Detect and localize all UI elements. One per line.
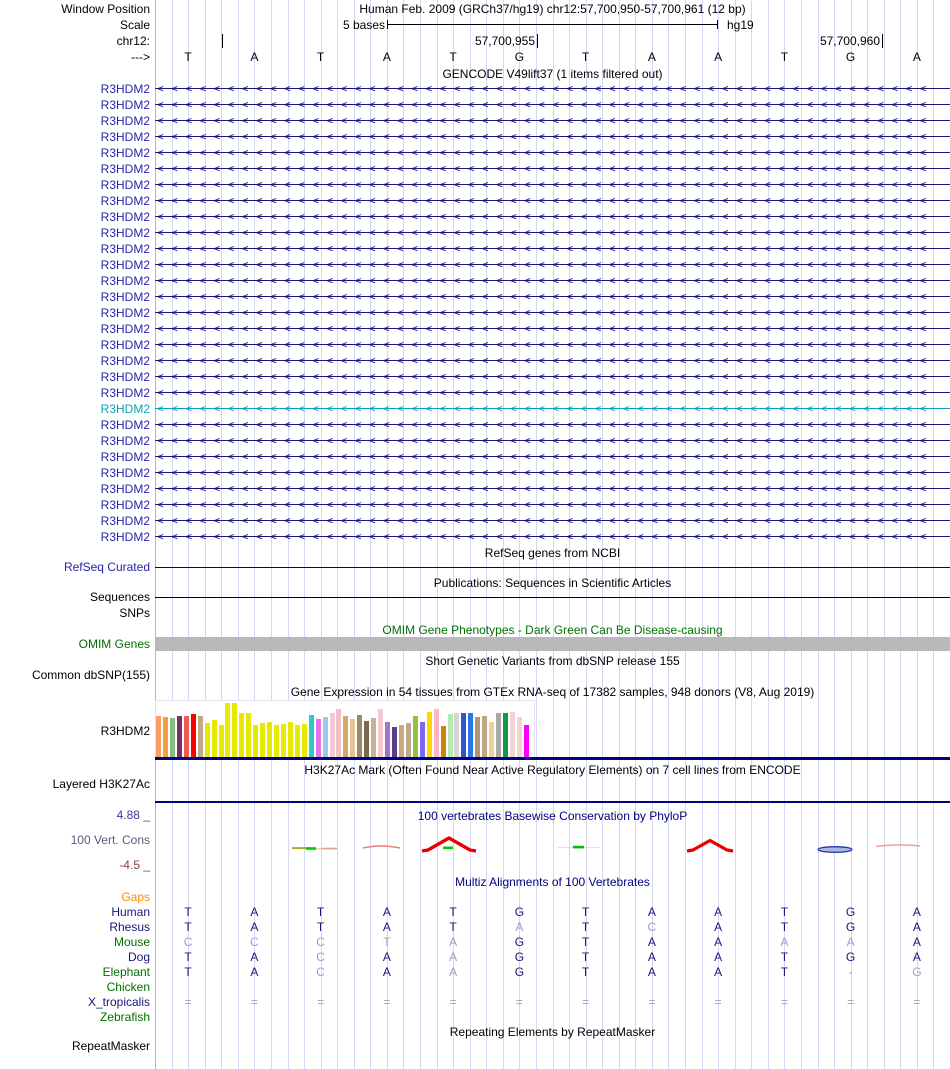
gtex-tissue-bar[interactable] — [170, 718, 175, 757]
alignment-base: G — [514, 950, 525, 964]
gene-direction-arrows: <<<<<<<<<<<<<<<<<<<<<<<<<<<<<<<<<<<<<<<<<<<<<<<<<<<<<<< — [157, 98, 934, 111]
gene-row[interactable] — [155, 209, 950, 225]
gtex-tissue-bar[interactable] — [267, 722, 272, 757]
alignment-base: T — [780, 920, 789, 934]
gene-direction-arrows: <<<<<<<<<<<<<<<<<<<<<<<<<<<<<<<<<<<<<<<<<<<<<<<<<<<<<<< — [157, 82, 934, 95]
gtex-tissue-bar[interactable] — [392, 727, 397, 757]
scale-bar — [387, 24, 717, 25]
species-label[interactable]: Mouse — [113, 935, 150, 949]
alignment-base: G — [845, 920, 856, 934]
gene-row[interactable] — [155, 433, 950, 449]
gtex-tissue-bar[interactable] — [468, 713, 473, 757]
gene-row-label[interactable]: R3HDM2 — [100, 146, 150, 160]
alignment-base: A — [449, 950, 458, 964]
vert-cons-label: 100 Vert. Cons — [70, 833, 150, 847]
sequence-base: T — [316, 50, 325, 64]
alignment-base: T — [780, 965, 789, 979]
alignment-base: T — [184, 950, 192, 964]
alignment-base: A — [647, 905, 656, 919]
gene-row[interactable] — [155, 113, 950, 129]
gene-row[interactable] — [155, 273, 950, 289]
alignment-base: A — [714, 950, 723, 964]
alignment-base: G — [514, 965, 525, 979]
gene-row[interactable] — [155, 337, 950, 353]
species-label[interactable]: Chicken — [106, 980, 150, 994]
gene-row[interactable] — [155, 81, 950, 97]
gene-row-label[interactable]: R3HDM2 — [100, 482, 150, 496]
alignment-base: T — [581, 950, 590, 964]
gene-row-label[interactable]: R3HDM2 — [100, 274, 150, 288]
ruler-tick — [537, 34, 538, 48]
alignment-base: C — [183, 935, 193, 949]
layered-h3k27ac-label: Layered H3K27Ac — [52, 777, 150, 791]
gtex-tissue-bar[interactable] — [350, 719, 355, 757]
gene-row[interactable] — [155, 385, 950, 401]
gtex-tissue-bar[interactable] — [364, 721, 369, 757]
gene-direction-arrows: <<<<<<<<<<<<<<<<<<<<<<<<<<<<<<<<<<<<<<<<<<<<<<<<<<<<<<< — [157, 114, 934, 127]
gene-row-label[interactable]: R3HDM2 — [100, 434, 150, 448]
gene-row-label[interactable]: R3HDM2 — [100, 258, 150, 272]
species-label[interactable]: Rhesus — [109, 920, 150, 934]
gtex-tissue-bar[interactable] — [219, 725, 224, 757]
ruler-tick-number: 57,700,960 — [819, 34, 880, 48]
chrom-label: chr12: — [116, 34, 150, 48]
alignment-base: C — [316, 965, 325, 979]
alignment-base: A — [647, 935, 656, 949]
ruler-tick-number: 57,700,955 — [474, 34, 535, 48]
alignment-base: T — [581, 935, 590, 949]
gene-row[interactable] — [155, 401, 950, 417]
gtex-tissue-bar[interactable] — [302, 724, 307, 757]
gene-direction-arrows: <<<<<<<<<<<<<<<<<<<<<<<<<<<<<<<<<<<<<<<<<<<<<<<<<<<<<<< — [157, 450, 934, 463]
gtex-tissue-bar[interactable] — [399, 725, 404, 757]
alignment-base: T — [184, 920, 192, 934]
alignment-base: = — [449, 995, 457, 1009]
gene-row[interactable] — [155, 305, 950, 321]
sequence-base: A — [250, 50, 259, 64]
gtex-tissue-bar[interactable] — [336, 709, 341, 757]
common-dbsnp-label: Common dbSNP(155) — [31, 668, 150, 682]
gene-direction-arrows: <<<<<<<<<<<<<<<<<<<<<<<<<<<<<<<<<<<<<<<<<<<<<<<<<<<<<<< — [157, 242, 934, 255]
gene-row[interactable] — [155, 497, 950, 513]
gene-row-label[interactable]: R3HDM2 — [100, 370, 150, 384]
gene-row-label[interactable]: R3HDM2 — [100, 114, 150, 128]
alignment-base: T — [780, 905, 789, 919]
alignment-base: = — [714, 995, 722, 1009]
gtex-tissue-bar[interactable] — [198, 716, 203, 757]
alignment-base: T — [184, 905, 192, 919]
strand-label: ---> — [131, 50, 150, 64]
repeatmasker-track-title: Repeating Elements by RepeatMasker — [449, 1025, 656, 1039]
sequence-base: A — [714, 50, 723, 64]
alignment-base: T — [581, 965, 590, 979]
gtex-tissue-bar[interactable] — [427, 712, 432, 757]
gene-row[interactable] — [155, 193, 950, 209]
ruler-tick — [222, 34, 223, 48]
species-label[interactable]: Dog — [127, 950, 150, 964]
gtex-tissue-bar[interactable] — [503, 713, 508, 757]
sequence-base: A — [647, 50, 656, 64]
gene-row-label[interactable]: R3HDM2 — [100, 130, 150, 144]
alignment-base: A — [250, 965, 259, 979]
gene-row-label[interactable]: R3HDM2 — [100, 194, 150, 208]
sequences-label: Sequences — [89, 590, 150, 604]
alignment-base: G — [912, 965, 922, 979]
gtex-tissue-bar[interactable] — [371, 718, 376, 757]
alignment-base: A — [647, 965, 656, 979]
repeatmasker-label: RepeatMasker — [71, 1039, 150, 1053]
snps-label: SNPs — [119, 606, 150, 620]
alignment-base: C — [316, 935, 325, 949]
alignment-base: C — [316, 950, 325, 964]
alignment-base: A — [515, 920, 524, 934]
window-position-label: Window Position — [61, 2, 150, 16]
gene-direction-arrows: <<<<<<<<<<<<<<<<<<<<<<<<<<<<<<<<<<<<<<<<<<<<<<<<<<<<<<< — [157, 146, 934, 159]
gene-direction-arrows: <<<<<<<<<<<<<<<<<<<<<<<<<<<<<<<<<<<<<<<<<<<<<<<<<<<<<<< — [157, 418, 934, 431]
gtex-tissue-bar[interactable] — [163, 717, 168, 757]
publications-track-title: Publications: Sequences in Scientific Articles — [433, 576, 672, 590]
gene-direction-arrows: <<<<<<<<<<<<<<<<<<<<<<<<<<<<<<<<<<<<<<<<<<<<<<<<<<<<<<< — [157, 306, 934, 319]
alignment-base: = — [847, 995, 855, 1009]
gene-direction-arrows: <<<<<<<<<<<<<<<<<<<<<<<<<<<<<<<<<<<<<<<<<<<<<<<<<<<<<<< — [157, 226, 934, 239]
alignment-base: A — [382, 920, 391, 934]
gtex-tissue-bar[interactable] — [330, 713, 335, 757]
gene-row-label[interactable]: R3HDM2 — [100, 306, 150, 320]
alignment-base: G — [514, 905, 525, 919]
gene-direction-arrows: <<<<<<<<<<<<<<<<<<<<<<<<<<<<<<<<<<<<<<<<<<<<<<<<<<<<<<< — [157, 162, 934, 175]
gene-direction-arrows: <<<<<<<<<<<<<<<<<<<<<<<<<<<<<<<<<<<<<<<<<<<<<<<<<<<<<<< — [157, 178, 934, 191]
h3k27ac-track-title: H3K27Ac Mark (Often Found Near Active Regulatory Elements) on 7 cell lines from ENCODE — [304, 763, 801, 777]
alignment-base: A — [912, 935, 921, 949]
alignment-base: A — [382, 965, 391, 979]
phylop-track-title: 100 vertebrates Basewise Conservation by PhyloP — [417, 809, 688, 823]
gene-row-label[interactable]: R3HDM2 — [100, 530, 150, 544]
gencode-track-title: GENCODE V49lift37 (1 items filtered out) — [442, 67, 663, 81]
gene-row-label[interactable]: R3HDM2 — [100, 162, 150, 176]
species-label[interactable]: Elephant — [102, 965, 150, 979]
position-title: Human Feb. 2009 (GRCh37/hg19) chr12:57,700,950-57,700,961 (12 bp) — [359, 2, 746, 16]
gene-row[interactable] — [155, 177, 950, 193]
gene-row-label[interactable]: R3HDM2 — [100, 418, 150, 432]
gene-direction-arrows: <<<<<<<<<<<<<<<<<<<<<<<<<<<<<<<<<<<<<<<<<<<<<<<<<<<<<<< — [157, 130, 934, 143]
species-label[interactable]: Gaps — [121, 890, 150, 904]
gtex-tissue-bar[interactable] — [357, 715, 362, 757]
alignment-base: T — [780, 950, 789, 964]
gtex-tissue-bar[interactable] — [212, 720, 217, 757]
alignment-base: = — [250, 995, 258, 1009]
alignment-base: T — [581, 905, 590, 919]
sequence-base: A — [382, 50, 391, 64]
alignment-base: T — [316, 905, 325, 919]
alignment-base: = — [913, 995, 921, 1009]
alignment-base: A — [449, 965, 458, 979]
gtex-tissue-bar[interactable] — [232, 703, 237, 757]
gene-row[interactable] — [155, 481, 950, 497]
alignment-base: G — [514, 935, 525, 949]
sequence-base: T — [449, 50, 457, 64]
alignment-base: = — [383, 995, 391, 1009]
alignment-base: T — [449, 920, 457, 934]
gene-direction-arrows: <<<<<<<<<<<<<<<<<<<<<<<<<<<<<<<<<<<<<<<<<<<<<<<<<<<<<<< — [157, 370, 934, 383]
gene-row-label[interactable]: R3HDM2 — [100, 290, 150, 304]
gene-row-label[interactable]: R3HDM2 — [100, 178, 150, 192]
alignment-base: A — [714, 935, 723, 949]
gene-row-label[interactable]: R3HDM2 — [100, 210, 150, 224]
alignment-base: A — [846, 935, 855, 949]
gtex-tissue-bar[interactable] — [156, 716, 161, 757]
gene-row[interactable] — [155, 289, 950, 305]
species-label[interactable]: Zebrafish — [99, 1010, 150, 1024]
species-label[interactable]: Human — [111, 905, 150, 919]
gtex-tissue-bar[interactable] — [482, 716, 487, 757]
alignment-base: A — [912, 920, 921, 934]
gene-row[interactable] — [155, 257, 950, 273]
alignment-base: = — [184, 995, 192, 1009]
alignment-base: T — [449, 905, 457, 919]
gene-direction-arrows: <<<<<<<<<<<<<<<<<<<<<<<<<<<<<<<<<<<<<<<<<<<<<<<<<<<<<<< — [157, 434, 934, 447]
gene-row-label[interactable]: R3HDM2 — [100, 242, 150, 256]
omim-track-title: OMIM Gene Phenotypes - Dark Green Can Be Disease-causing — [382, 623, 723, 637]
gene-row[interactable] — [155, 529, 950, 545]
gtex-tissue-bar[interactable] — [510, 712, 515, 757]
gene-direction-arrows: <<<<<<<<<<<<<<<<<<<<<<<<<<<<<<<<<<<<<<<<<<<<<<<<<<<<<<< — [157, 354, 934, 367]
gene-row-label[interactable]: R3HDM2 — [100, 514, 150, 528]
sequence-base: T — [184, 50, 192, 64]
gene-direction-arrows: <<<<<<<<<<<<<<<<<<<<<<<<<<<<<<<<<<<<<<<<<<<<<<<<<<<<<<< — [157, 386, 934, 399]
phylop-min-label: -4.5 _ — [119, 858, 150, 872]
sequence-base: T — [581, 50, 590, 64]
scale-bases-text: 5 bases — [342, 18, 385, 32]
gtex-tissue-bar[interactable] — [489, 722, 494, 757]
gtex-tissue-bar[interactable] — [434, 709, 439, 757]
alignment-base: A — [449, 935, 458, 949]
alignment-base: = — [582, 995, 590, 1009]
gtex-tissue-bar[interactable] — [323, 717, 328, 757]
species-label[interactable]: X_tropicalis — [87, 995, 150, 1009]
gene-direction-arrows: <<<<<<<<<<<<<<<<<<<<<<<<<<<<<<<<<<<<<<<<<<<<<<<<<<<<<<< — [157, 402, 934, 415]
gtex-tissue-bar[interactable] — [517, 717, 522, 757]
dbsnp-track-title: Short Genetic Variants from dbSNP release 155 — [425, 654, 680, 668]
gene-row[interactable] — [155, 417, 950, 433]
sequence-base: T — [780, 50, 789, 64]
alignment-base: A — [912, 905, 921, 919]
gtex-gene-label: R3HDM2 — [100, 724, 150, 738]
gene-direction-arrows: <<<<<<<<<<<<<<<<<<<<<<<<<<<<<<<<<<<<<<<<<<<<<<<<<<<<<<< — [157, 194, 934, 207]
assembly-label: hg19 — [727, 18, 754, 32]
alignment-base: T — [316, 920, 325, 934]
gtex-tissue-bar[interactable] — [288, 722, 293, 757]
sequence-base: G — [845, 50, 856, 64]
gene-direction-arrows: <<<<<<<<<<<<<<<<<<<<<<<<<<<<<<<<<<<<<<<<<<<<<<<<<<<<<<< — [157, 530, 934, 543]
gene-direction-arrows: <<<<<<<<<<<<<<<<<<<<<<<<<<<<<<<<<<<<<<<<<<<<<<<<<<<<<<< — [157, 258, 934, 271]
alignment-base: = — [317, 995, 325, 1009]
gene-row[interactable] — [155, 513, 950, 529]
gene-row[interactable] — [155, 145, 950, 161]
refseq-gene-line[interactable] — [155, 567, 950, 568]
gtex-tissue-bar[interactable] — [406, 723, 411, 757]
omim-gene-bar[interactable] — [155, 637, 950, 651]
gene-row[interactable] — [155, 369, 950, 385]
alignment-base: T — [581, 920, 590, 934]
alignment-base: - — [848, 965, 853, 979]
gene-direction-arrows: <<<<<<<<<<<<<<<<<<<<<<<<<<<<<<<<<<<<<<<<<<<<<<<<<<<<<<< — [157, 290, 934, 303]
gtex-tissue-bar[interactable] — [274, 725, 279, 757]
alignment-base: A — [714, 920, 723, 934]
alignment-base: T — [383, 935, 391, 949]
gene-row-label[interactable]: R3HDM2 — [100, 82, 150, 96]
alignment-base: A — [250, 905, 259, 919]
gtex-tissue-bar[interactable] — [524, 725, 529, 757]
alignment-base: = — [648, 995, 656, 1009]
alignment-base: T — [184, 965, 192, 979]
gene-row[interactable] — [155, 321, 950, 337]
scale-bar-right-tick — [717, 20, 718, 29]
gene-row[interactable] — [155, 129, 950, 145]
gene-row[interactable] — [155, 465, 950, 481]
gene-row-label[interactable]: R3HDM2 — [100, 402, 150, 416]
h3k27ac-baseline — [155, 801, 950, 803]
gtex-tissue-bar[interactable] — [239, 713, 244, 757]
gene-direction-arrows: <<<<<<<<<<<<<<<<<<<<<<<<<<<<<<<<<<<<<<<<<<<<<<<<<<<<<<< — [157, 498, 934, 511]
sequence-base: G — [514, 50, 525, 64]
alignment-base: = — [515, 995, 523, 1009]
gtex-tissue-bar[interactable] — [496, 713, 501, 757]
alignment-base: = — [780, 995, 788, 1009]
phylop-wiggle-marks[interactable] — [155, 833, 950, 858]
gene-row-label[interactable]: R3HDM2 — [100, 98, 150, 112]
gene-direction-arrows: <<<<<<<<<<<<<<<<<<<<<<<<<<<<<<<<<<<<<<<<<<<<<<<<<<<<<<< — [157, 466, 934, 479]
alignment-base: A — [647, 950, 656, 964]
gene-direction-arrows: <<<<<<<<<<<<<<<<<<<<<<<<<<<<<<<<<<<<<<<<<<<<<<<<<<<<<<< — [157, 338, 934, 351]
gtex-tissue-bar[interactable] — [475, 717, 480, 757]
alignment-base: A — [714, 965, 723, 979]
gene-row[interactable] — [155, 161, 950, 177]
gene-row-label[interactable]: R3HDM2 — [100, 226, 150, 240]
gtex-tissue-bar[interactable] — [309, 715, 314, 757]
gene-row-label[interactable]: R3HDM2 — [100, 498, 150, 512]
gtex-tissue-bar[interactable] — [420, 722, 425, 757]
gtex-tissue-bar[interactable] — [281, 724, 286, 757]
gtex-tissue-bar[interactable] — [191, 714, 196, 757]
gtex-tissue-bar[interactable] — [260, 723, 265, 757]
scale-label: Scale — [119, 18, 150, 32]
alignment-base: G — [845, 950, 856, 964]
gene-row-label[interactable]: R3HDM2 — [100, 386, 150, 400]
gtex-tissue-bar[interactable] — [378, 709, 383, 757]
gene-row-label[interactable]: R3HDM2 — [100, 322, 150, 336]
gene-direction-arrows: <<<<<<<<<<<<<<<<<<<<<<<<<<<<<<<<<<<<<<<<<<<<<<<<<<<<<<< — [157, 482, 934, 495]
omim-genes-label: OMIM Genes — [78, 637, 150, 651]
gtex-tissue-bar[interactable] — [448, 714, 453, 757]
alignment-base: A — [382, 950, 391, 964]
gene-row-label[interactable]: R3HDM2 — [100, 466, 150, 480]
gtex-track-title: Gene Expression in 54 tissues from GTEx RNA-seq of 17382 samples, 948 donors (V8, Aug 2019) — [290, 685, 815, 699]
gene-row[interactable] — [155, 225, 950, 241]
gtex-tissue-bar[interactable] — [441, 726, 446, 757]
gtex-tissue-bar[interactable] — [454, 713, 459, 757]
gtex-tissue-bar[interactable] — [205, 723, 210, 757]
gene-row[interactable] — [155, 353, 950, 369]
gene-direction-arrows: <<<<<<<<<<<<<<<<<<<<<<<<<<<<<<<<<<<<<<<<<<<<<<<<<<<<<<< — [157, 514, 934, 527]
alignment-base: A — [912, 950, 921, 964]
multiz-track-title: Multiz Alignments of 100 Vertebrates — [455, 875, 650, 889]
gtex-baseline — [155, 757, 950, 760]
gtex-tissue-bar[interactable] — [295, 725, 300, 757]
gtex-tissue-bar[interactable] — [177, 716, 182, 757]
gene-row[interactable] — [155, 241, 950, 257]
phylop-max-label: 4.88 _ — [116, 808, 150, 822]
gtex-tissue-bar[interactable] — [385, 722, 390, 757]
refseq-curated-label: RefSeq Curated — [63, 560, 150, 574]
gtex-tissue-bar[interactable] — [184, 716, 189, 757]
alignment-base: C — [647, 920, 657, 934]
alignment-base: A — [250, 920, 259, 934]
gene-row[interactable] — [155, 97, 950, 113]
publications-item-line[interactable] — [155, 597, 950, 598]
alignment-base: G — [845, 905, 856, 919]
gene-direction-arrows: <<<<<<<<<<<<<<<<<<<<<<<<<<<<<<<<<<<<<<<<<<<<<<<<<<<<<<< — [157, 274, 934, 287]
ruler-tick — [882, 34, 883, 48]
gtex-tissue-bar[interactable] — [343, 716, 348, 757]
gene-direction-arrows: <<<<<<<<<<<<<<<<<<<<<<<<<<<<<<<<<<<<<<<<<<<<<<<<<<<<<<< — [157, 210, 934, 223]
gene-row-label[interactable]: R3HDM2 — [100, 354, 150, 368]
alignment-base: C — [250, 935, 259, 949]
gtex-tissue-bar[interactable] — [246, 713, 251, 757]
refseq-track-title: RefSeq genes from NCBI — [484, 546, 621, 560]
alignment-base: A — [780, 935, 789, 949]
gtex-tissue-bar[interactable] — [413, 716, 418, 757]
gene-row-label[interactable]: R3HDM2 — [100, 338, 150, 352]
gtex-tissue-bar[interactable] — [225, 703, 230, 757]
alignment-base: A — [250, 950, 259, 964]
alignment-base: A — [714, 905, 723, 919]
gtex-tissue-bar[interactable] — [461, 713, 466, 757]
gene-direction-arrows: <<<<<<<<<<<<<<<<<<<<<<<<<<<<<<<<<<<<<<<<<<<<<<<<<<<<<<< — [157, 322, 934, 335]
gene-row[interactable] — [155, 449, 950, 465]
gene-row-label[interactable]: R3HDM2 — [100, 450, 150, 464]
gtex-tissue-bar[interactable] — [253, 725, 258, 757]
scale-bar-left-tick — [387, 20, 388, 29]
alignment-base: A — [382, 905, 391, 919]
sequence-base: A — [912, 50, 921, 64]
gtex-tissue-bar[interactable] — [316, 719, 321, 757]
